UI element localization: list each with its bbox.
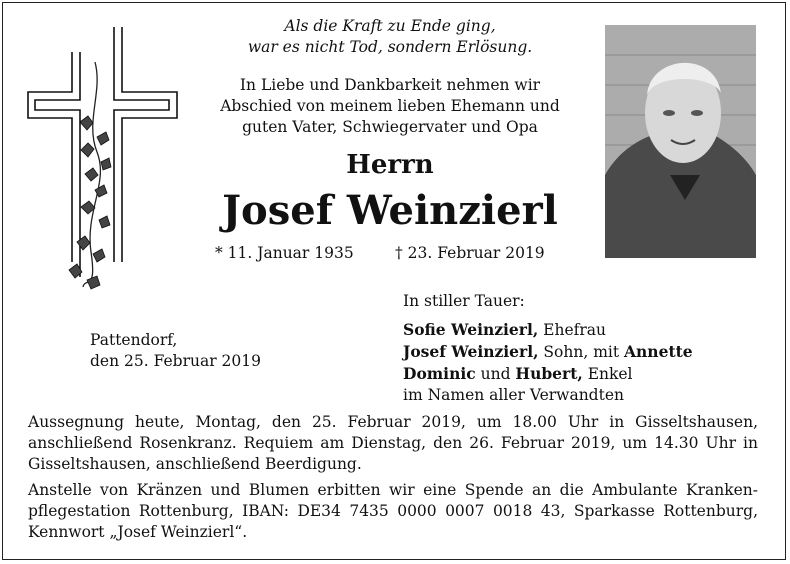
quote-line: war es nicht Tod, sondern Erlösung. — [247, 38, 533, 56]
mourner-relation: Ehefrau — [538, 321, 607, 339]
intro-line: Abschied von meinem lieben Ehemann und — [220, 97, 560, 115]
mourner-name: Hubert, — [515, 364, 583, 383]
intro-line: guten Vater, Schwiegervater und Opa — [242, 118, 538, 136]
deceased-name: Josef Weinzierl — [222, 187, 558, 234]
mourners-heading: In stiller Tauer: — [403, 292, 525, 310]
mourner-line — [403, 363, 693, 385]
date: den 25. Februar 2019 — [90, 352, 261, 370]
intro-text — [190, 75, 590, 138]
mourner-name: Sofie Weinzierl, — [403, 320, 539, 339]
mourner-name: Dominic — [403, 364, 476, 383]
intro-line: In Liebe und Dankbarkeit nehmen wir — [239, 76, 541, 94]
funeral-info: Aussegnung heute, Montag, den 25. Februar 2019, um 18.00 Uhr in Gisseltshausen, anschließend Rosenkranz. Requiem am Dienstag, den 26. Februar 2019, um 14.30 Uhr in Gisseltshausen, anschließend Beerdigung. — [28, 413, 758, 473]
opening-quote — [190, 16, 590, 58]
birth-date: * 11. Januar 1935 — [215, 244, 354, 262]
mourner-relation: Sohn, mit — [538, 343, 625, 361]
mourners-block — [403, 291, 693, 406]
place-and-date — [90, 330, 261, 372]
mourner-connector: und — [475, 365, 516, 383]
portrait-photo — [605, 25, 756, 258]
mourner-line — [403, 341, 693, 363]
mourner-relation: Enkel — [582, 365, 633, 383]
place: Pattendorf, — [90, 331, 178, 349]
death-date: † 23. Februar 2019 — [395, 244, 545, 262]
cross-with-ivy-icon — [25, 22, 185, 302]
mourner-name: Annette — [624, 342, 693, 361]
mourner-line — [403, 319, 693, 341]
mourner-name: Josef Weinzierl, — [403, 342, 539, 361]
mourner-line: im Namen aller Verwandten — [403, 386, 624, 404]
donation-info: Anstelle von Kränzen und Blumen erbitten wir eine Spende an die Ambulante Krankenpflegestation Rottenburg, IBAN: DE34 7435 0000 0007 0018 43, Sparkasse Rottenburg, Kennwort „Josef Weinzierl“. — [28, 481, 758, 541]
salutation: Herrn — [346, 150, 434, 180]
quote-line: Als die Kraft zu Ende ging, — [284, 17, 496, 35]
